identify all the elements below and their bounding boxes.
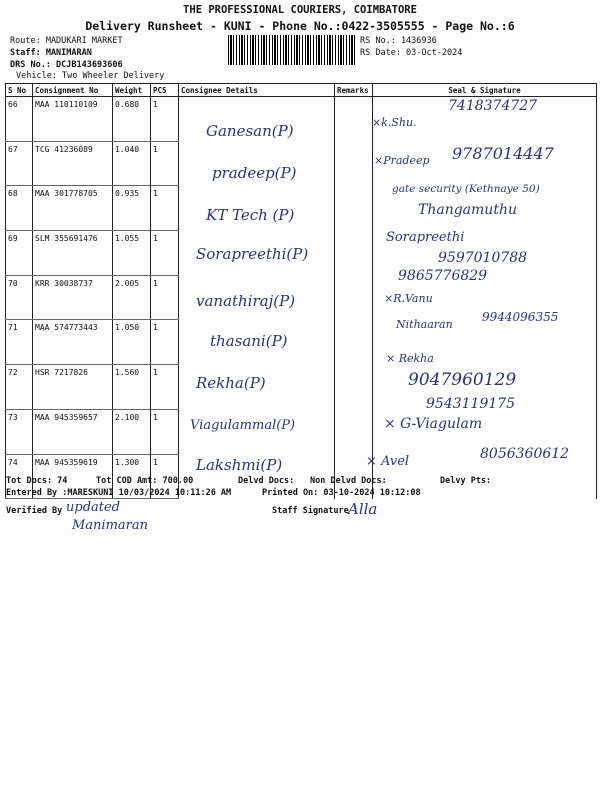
cell-consignment: TCG 41236089: [33, 141, 113, 186]
cell-weight: 2.100: [113, 409, 151, 454]
cell-pcs: 1: [151, 275, 179, 320]
cell-consignment: MAA 110110109: [33, 97, 113, 142]
total-cod-amount: Tot COD Amt: 700.00: [96, 476, 194, 486]
col-header-seal-signature: Seal & Signature: [373, 84, 597, 97]
total-docs: Tot Docs: 74: [6, 476, 68, 486]
handwritten-consignee-name: pradeep(P): [212, 164, 297, 182]
delivered-docs: Delvd Docs:: [238, 476, 295, 486]
cell-weight: 0.680: [113, 97, 151, 142]
handwritten-signature: × G-Viagulam: [384, 416, 483, 432]
cell-sno: 74: [6, 454, 33, 499]
cell-sno: 72: [6, 365, 33, 410]
handwritten-signature: ×Pradeep: [374, 154, 430, 167]
handwritten-phone: 9597010788: [438, 250, 528, 266]
cell-sno: 73: [6, 409, 33, 454]
cell-pcs: 1: [151, 320, 179, 365]
cell-consignment: SLM 355691476: [33, 231, 113, 276]
handwritten-signature: Sorapreethi: [386, 230, 465, 245]
drs-number: DRS No.: DCJB143693606: [10, 60, 123, 70]
barcode-image: [228, 35, 356, 65]
cell-weight: 1.050: [113, 320, 151, 365]
handwritten-phone: Thangamuthu: [418, 202, 517, 218]
cell-pcs: 1: [151, 141, 179, 186]
handwritten-consignee-name: thasani(P): [210, 332, 288, 350]
verified-by-label: Verified By: [6, 506, 63, 516]
cell-consignment: MAA 574773443: [33, 320, 113, 365]
cell-weight: 1.040: [113, 141, 151, 186]
cell-pcs: 1: [151, 186, 179, 231]
handwritten-signature: Nithaaran: [396, 318, 453, 331]
handwritten-consignee-name: KT Tech (P): [206, 206, 295, 224]
handwritten-consignee-name: Sorapreethi(P): [196, 245, 309, 263]
printed-on: Printed On: 03-10-2024 10:12:08: [262, 488, 421, 498]
rs-date: RS Date: 03-Oct-2024: [360, 48, 463, 58]
handwritten-phone: 9944096355: [482, 310, 559, 324]
verified-by-handwriting: updated: [66, 500, 121, 515]
handwritten-phone: 9865776829: [398, 268, 488, 284]
handwritten-signature: ×k.Shu.: [372, 116, 417, 129]
cell-sno: 70: [6, 275, 33, 320]
cell-remarks: [335, 186, 373, 231]
handwritten-phone: 7418374727: [448, 98, 538, 114]
col-header-consignee: Consignee Details: [179, 84, 335, 97]
cell-weight: 1.560: [113, 365, 151, 410]
cell-remarks: [335, 365, 373, 410]
staff-label: Staff: MANIMARAN: [10, 48, 92, 58]
cell-weight: 1.055: [113, 231, 151, 276]
staff-signature-label: Staff Signature: [272, 506, 349, 516]
cell-sno: 68: [6, 186, 33, 231]
entered-by: Entered By :MARESKUNI 10/03/2024 10:11:26 AM: [6, 488, 232, 498]
cell-pcs: 1: [151, 231, 179, 276]
col-header-sno: S No: [6, 84, 33, 97]
table-row: [6, 320, 597, 365]
verifier-name-handwriting: Manimaran: [72, 518, 149, 533]
handwritten-phone: 9047960129: [408, 370, 517, 390]
handwritten-signature: × Avel: [366, 454, 410, 469]
staff-signature-handwriting: Alla: [348, 500, 378, 518]
cell-remarks: [335, 275, 373, 320]
cell-sno: 69: [6, 231, 33, 276]
runsheet-title: Delivery Runsheet - KUNI - Phone No.:0422-3505555 - Page No.:6: [85, 19, 515, 33]
cell-pcs: 1: [151, 365, 179, 410]
cell-pcs: 1: [151, 454, 179, 499]
col-header-pcs: PCS: [151, 84, 179, 97]
handwritten-phone: 9787014447: [452, 144, 554, 163]
handwritten-consignee-name: Viagulammal(P): [190, 418, 296, 433]
cell-weight: 1.300: [113, 454, 151, 499]
cell-remarks: [335, 231, 373, 276]
cell-weight: 0.935: [113, 186, 151, 231]
handwritten-signature: gate security (Kethnaye 50): [392, 183, 540, 195]
cell-consignment: MAA 301778705: [33, 186, 113, 231]
delivery-points: Delvy Pts:: [440, 476, 492, 486]
cell-remarks: [335, 141, 373, 186]
cell-remarks: [335, 97, 373, 142]
cell-remarks: [335, 409, 373, 454]
handwritten-phone: 8056360612: [480, 446, 570, 462]
handwritten-signature: × Rekha: [386, 352, 434, 365]
company-name: THE PROFESSIONAL COURIERS, COIMBATORE: [183, 4, 417, 16]
handwritten-consignee-name: Lakshmi(P): [196, 456, 283, 474]
table-header-row: [6, 84, 597, 97]
handwritten-consignee-name: Ganesan(P): [206, 122, 294, 140]
cell-sno: 71: [6, 320, 33, 365]
cell-pcs: 1: [151, 97, 179, 142]
cell-consignment: MAA 945359619: [33, 454, 113, 499]
route-label: Route: MADUKARI MARKET: [10, 36, 123, 46]
cell-sno: 67: [6, 141, 33, 186]
vehicle-label: Vehicle: Two Wheeler Delivery: [16, 71, 165, 81]
rs-number: RS No.: 1436936: [360, 36, 437, 46]
handwritten-signature: ×R.Vanu: [384, 292, 433, 305]
cell-pcs: 1: [151, 409, 179, 454]
handwritten-consignee-name: Rekha(P): [196, 374, 266, 392]
cell-consignment: HSR 7217826: [33, 365, 113, 410]
cell-remarks: [335, 320, 373, 365]
handwritten-consignee-name: vanathiraj(P): [196, 292, 296, 310]
col-header-weight: Weight: [113, 84, 151, 97]
handwritten-phone: 9543119175: [426, 396, 516, 412]
non-delivered-docs: Non Delvd Docs:: [310, 476, 387, 486]
cell-sno: 66: [6, 97, 33, 142]
cell-weight: 2.005: [113, 275, 151, 320]
col-header-consignment: Consignment No: [33, 84, 113, 97]
cell-consignment: MAA 945359657: [33, 409, 113, 454]
cell-consignment: KRR 30038737: [33, 275, 113, 320]
col-header-remarks: Remarks: [335, 84, 373, 97]
